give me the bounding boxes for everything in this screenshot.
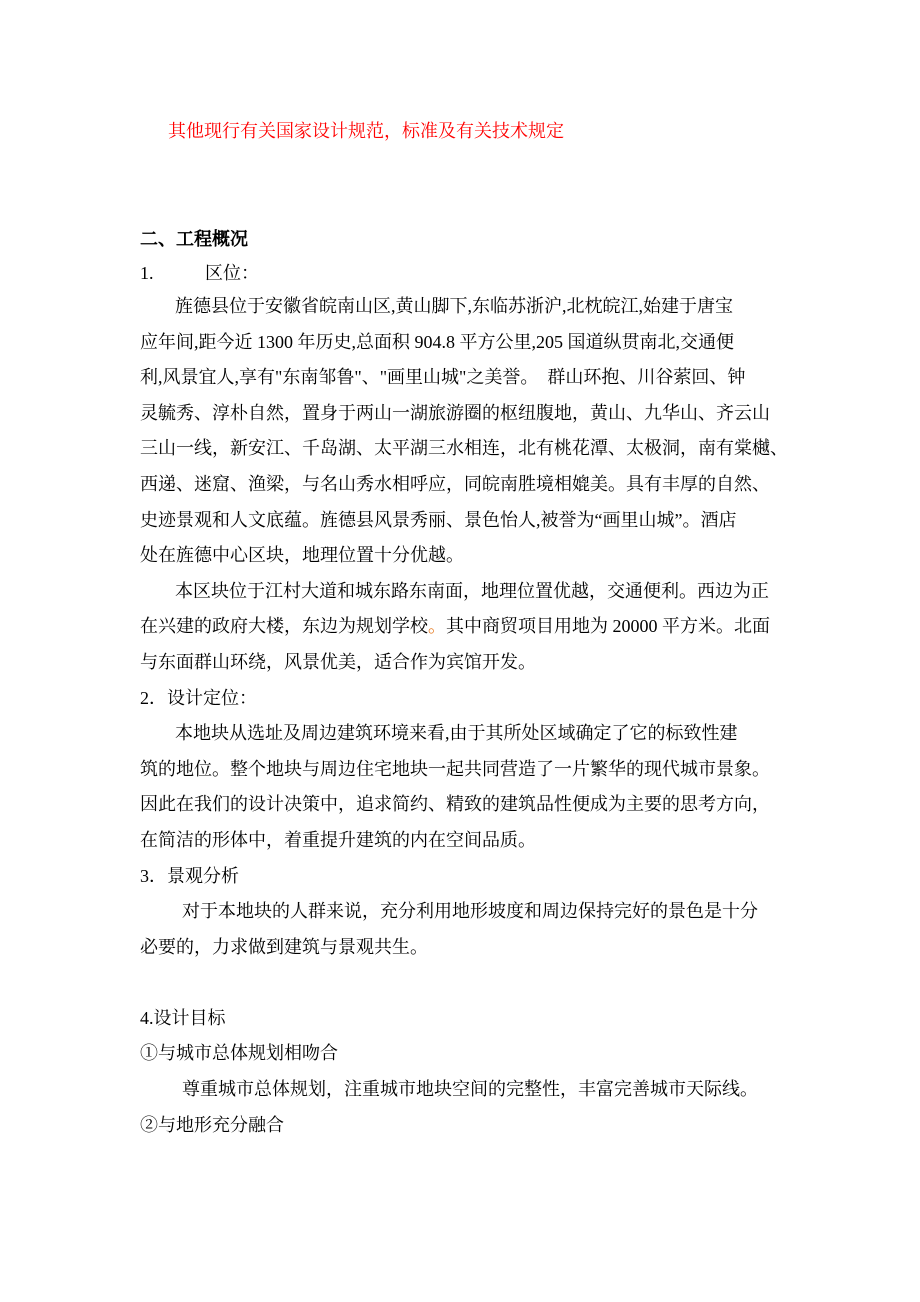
subsection-heading-goals: 4.设计目标 (140, 1007, 226, 1028)
line-segment: 其中商贸项目用地为 20000 平方米。北面 (446, 616, 770, 637)
subsection-heading-landscape: 3．景观分析 (140, 865, 239, 886)
paragraph-line: 本地块从选址及周边建筑环境来看,由于其所处区域确定了它的标致性建 (175, 723, 738, 744)
paragraph-landscape (140, 894, 900, 965)
paragraph-location-overview (140, 289, 900, 574)
paragraph-line: 应年间,距今近 1300 年历史,总面积 904.8 平方公里,205 国道纵贯南北,交通便 (140, 331, 734, 352)
subsection-title: 区位： (205, 263, 259, 283)
subsection-number: 1. (140, 263, 154, 283)
subsection-heading-location (140, 256, 259, 290)
section-body (140, 289, 900, 1143)
section-title: 二、工程概况 (140, 229, 248, 249)
regulation-note: 其他现行有关国家设计规范，标准及有关技术规定 (168, 121, 564, 141)
paragraph-line: 旌德县位于安徽省皖南山区,黄山脚下,东临苏浙沪,北枕皖江,始建于唐宝 (175, 296, 733, 316)
paragraph-line: 对于本地块的人群来说，充分利用地形坡度和周边保持完好的景色是十分 (182, 901, 758, 922)
paragraph-line: 在简洁的形体中，着重提升建筑的内在空间品质。 (140, 829, 536, 850)
paragraph-line (140, 609, 900, 645)
paragraph-line: 利,风景宜人,享有"东南邹鲁"、"画里山城"之美誉。 群山环抱、川谷萦回、钟 (140, 367, 746, 388)
goal-description: 尊重城市总体规划，注重城市地块空间的完整性，丰富完善城市天际线。 (182, 1079, 758, 1100)
paragraph-line: 西递、迷窟、渔梁，与名山秀水相呼应，同皖南胜境相媲美。具有丰厚的自然、 (140, 473, 770, 494)
highlighted-period: 。 (428, 616, 446, 637)
paragraph-line: 与东面群山环绕，风景优美，适合作为宾馆开发。 (140, 651, 536, 672)
paragraph-line: 三山一线，新安江、千岛湖、太平湖三水相连，北有桃花潭、太极洞，南有棠樾、 (140, 438, 788, 459)
paragraph-line: 本区块位于江村大道和城东路东南面，地理位置优越，交通便利。西边为正 (175, 580, 769, 601)
line-segment: 在兴建的政府大楼，东边为规划学校 (140, 616, 428, 637)
paragraph-line: 史迹景观和人文底蕴。旌德县风景秀丽、景色怡人,被誉为“画里山城”。酒店 (140, 509, 737, 530)
goal-title: ①与城市总体规划相吻合 (140, 1043, 338, 1064)
subsection-heading-positioning: 2．设计定位： (140, 687, 257, 708)
paragraph-line: 处在旌德中心区块，地理位置十分优越。 (140, 545, 464, 566)
paragraph-line: 筑的地位。整个地块与周边住宅地块一起共同营造了一片繁华的现代城市景象。 (140, 758, 770, 779)
paragraph-positioning (140, 716, 900, 858)
paragraph-site-description (140, 574, 900, 681)
goal-title: ②与地形充分融合 (140, 1114, 284, 1135)
paragraph-line: 灵毓秀、淳朴自然，置身于两山一湖旅游圈的枢纽腹地，黄山、九华山、齐云山 (140, 402, 770, 423)
paragraph-line: 必要的，力求做到建筑与景观共生。 (140, 936, 428, 957)
paragraph-line: 因此在我们的设计决策中，追求简约、精致的建筑品性便成为主要的思考方向， (140, 794, 770, 815)
blank-line (140, 965, 900, 1001)
